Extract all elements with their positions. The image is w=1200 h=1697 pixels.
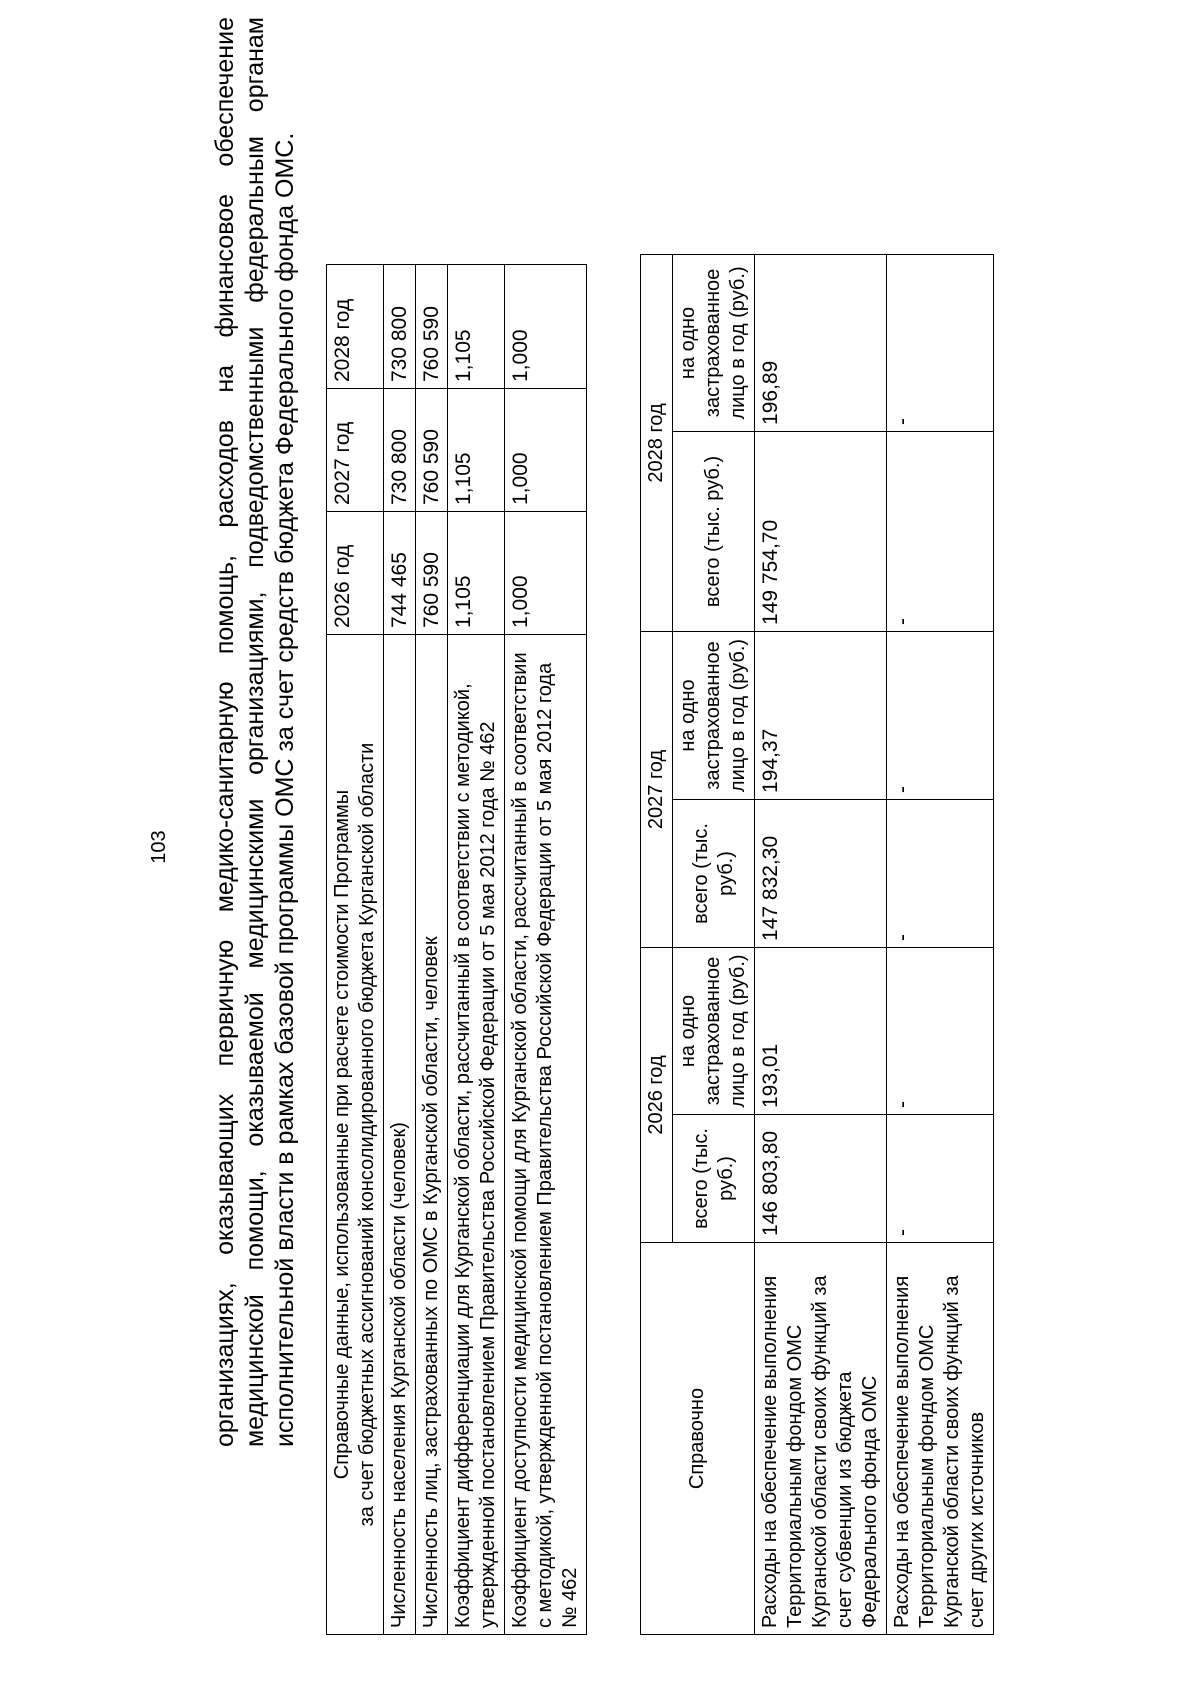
row-label: Численность населения Курганской области (человек) <box>384 635 416 1635</box>
year-header: 2027 год <box>641 631 673 947</box>
table-row <box>505 265 587 1635</box>
cell-value: 194,37 <box>755 631 887 799</box>
subheader-per-person: на одно застрахованное лицо в год (руб.) <box>673 947 755 1114</box>
intro-line: медицинской помощи, оказываемой медицинскими организациями, подведомственными федеральным органам <box>241 17 269 1447</box>
table-header-row <box>327 265 384 1635</box>
cell-value: 147 832,30 <box>755 799 887 947</box>
cell-value: 1,000 <box>505 265 587 389</box>
cell-value: 730 800 <box>384 265 416 389</box>
table-header-row <box>641 254 673 1634</box>
cell-value: 1,000 <box>505 389 587 512</box>
cell-value: 196,89 <box>755 254 887 431</box>
row-label: Численность лиц, застрахованных по ОМС в Курганской области, человек <box>416 635 448 1635</box>
cell-value: 760 590 <box>416 265 448 389</box>
cell-value: - <box>887 947 994 1114</box>
tfoms-expenses-table <box>640 254 994 1635</box>
cell-value: 1,000 <box>505 512 587 635</box>
cell-value: 744 465 <box>384 512 416 635</box>
table-row <box>384 265 416 1635</box>
cell-value: 1,105 <box>448 265 505 389</box>
year-header: 2028 год <box>327 265 384 389</box>
cell-value: 760 590 <box>416 512 448 635</box>
row-label: Коэффициент доступности медицинской помощи для Курганской области, рассчитанный в соответствии с методикой, утвержденной постановлением Правительства Российской Федерации от 5 мая 2012 года № 462 <box>505 635 587 1635</box>
subheader-total: всего (тыс. руб.) <box>673 431 755 631</box>
cell-value: 1,105 <box>448 512 505 635</box>
year-header: 2026 год <box>327 512 384 635</box>
year-header: 2027 год <box>327 389 384 512</box>
cell-value: 149 754,70 <box>755 431 887 631</box>
intro-paragraph <box>210 17 300 1447</box>
cell-value: - <box>887 631 994 799</box>
table-header-label <box>327 635 384 1635</box>
year-header: 2028 год <box>641 254 673 631</box>
cell-value: 1,105 <box>448 389 505 512</box>
cell-value: - <box>887 431 994 631</box>
row-label: Расходы на обеспечение выполнения Территориальным фондом ОМС Курганской области своих функций за счет субвенции из бюджета Федерального фонда ОМС <box>755 1243 887 1635</box>
subheader-total: всего (тыс. руб.) <box>673 1115 755 1243</box>
subheader-total: всего (тыс. руб.) <box>673 799 755 947</box>
header-line: за счет бюджетных ассигнований консолидированного бюджета Курганской области <box>356 742 378 1527</box>
cell-value: 146 803,80 <box>755 1115 887 1243</box>
subheader-per-person: на одно застрахованное лицо в год (руб.) <box>673 631 755 799</box>
header-line: Справочные данные, использованные при расчете стоимости Программы <box>331 789 353 1480</box>
table-row <box>448 265 505 1635</box>
cell-value: - <box>887 799 994 947</box>
row-label: Коэффициент дифференциации для Курганской области, рассчитанный в соответствии с методикой, утвержденной постановлением Правительства Российской Федерации от 5 мая 2012 года № 462 <box>448 635 505 1635</box>
year-header: 2026 год <box>641 947 673 1242</box>
row-label: Расходы на обеспечение выполнения Территориальным фондом ОМС Курганской области своих функций за счет других источников <box>887 1243 994 1635</box>
page-number: 103 <box>148 830 170 864</box>
table-row <box>887 254 994 1634</box>
cell-value: 730 800 <box>384 389 416 512</box>
table-row <box>755 254 887 1634</box>
cell-value: 193,01 <box>755 947 887 1114</box>
intro-line: исполнительной власти в рамках базовой программы ОМС за счет средств бюджета Федерального фонда ОМС. <box>271 132 299 1447</box>
intro-line: организациях, оказывающих первичную медико-санитарную помощь, расходов на финансовое обеспечение <box>211 17 239 1447</box>
cell-value: - <box>887 254 994 431</box>
cell-value: 760 590 <box>416 389 448 512</box>
table-row <box>416 265 448 1635</box>
reference-data-table <box>326 264 587 1635</box>
table-header-label: Справочно <box>641 1243 755 1635</box>
subheader-per-person: на одно застрахованное лицо в год (руб.) <box>673 254 755 431</box>
cell-value: - <box>887 1115 994 1243</box>
